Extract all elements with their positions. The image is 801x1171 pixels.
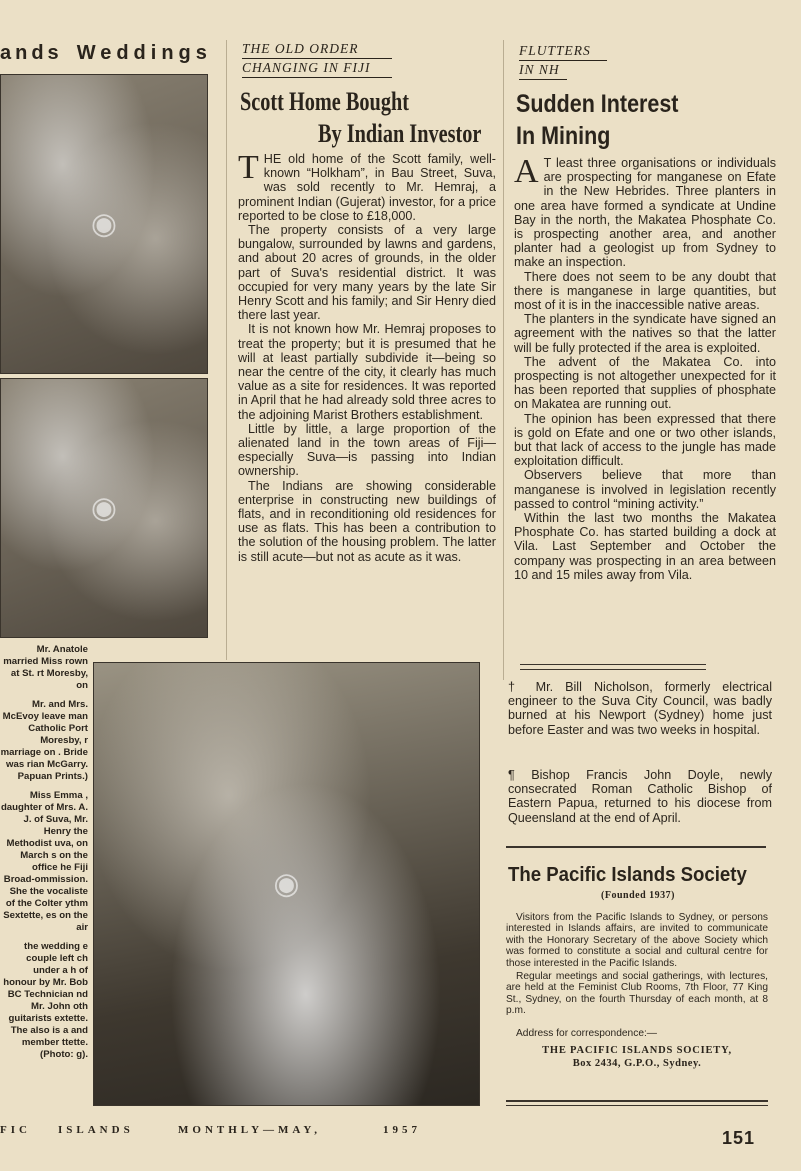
section-heading-part-b: Weddings — [76, 42, 212, 64]
society-paragraph: Regular meetings and social gatherings, with lectures, are held at the Feminist Club Rooms, 7th Floor, 77 King St., Sydney, on the fourth Thursday of each month, at 8 p.m. — [506, 971, 768, 1017]
article-paragraph: The property consists of a very large bungalow, surrounded by lawns and gardens, and about 20 acres of grounds, in the older part of Suva's residential district. It was occupied for very many years by the late Sir Henry Scott and his family; and Sir Henry died there last year. — [238, 223, 496, 323]
article-paragraph: Observers believe that more than manganese is involved in legislation recently passed to control “mining activity.” — [514, 468, 776, 511]
divider — [506, 1105, 768, 1106]
society-body — [506, 912, 768, 1019]
caption-paragraph: Mr. Anatole married Miss rown at St. rt Moresby, on — [3, 644, 88, 691]
kicker-line: CHANGING IN FIJI — [242, 58, 392, 78]
section-heading-part-a: ands — [0, 42, 63, 64]
page-footer — [0, 1124, 470, 1136]
article-kicker — [242, 40, 502, 78]
article-paragraph: It is not known how Mr. Hemraj proposes to treat the property; but it is presumed that he will at least partially subdivide it—being so near the centre of the city, it clearly has much value as a site for residences. It was reported in April that he had already sold three acres to the adjoining Marist Brothers establishment. — [238, 322, 496, 422]
page-number: 151 — [722, 1128, 756, 1148]
divider — [520, 664, 706, 665]
headline-line: By Indian Investor — [318, 119, 482, 148]
article-kicker — [519, 42, 639, 80]
article-paragraph: There does not seem to be any doubt that there is manganese in large quantities, but most of it is in the inaccessible native areas. — [514, 269, 776, 313]
headline-line: In Mining — [516, 122, 611, 150]
article-paragraph — [514, 156, 776, 270]
paragraph-text: T least three organisations or individuals are prospecting for manganese on Efate in the New Hebrides. Three planters in one area have formed a syndicate at Undine Bay in the north, the Makatea Phosphate Co. is prospecting another area, and another planter had a geologist up from Sydney to make an inspection. — [514, 156, 776, 270]
article-paragraph: The Indians are showing considerable enterprise in constructing new buildings of flats, and in reconditioning old residences for use as flats. This has been a contribution to the solution of the housing problem. The latter is still acute—but not as acute as it was. — [238, 478, 496, 564]
footer-year: 1957 — [383, 1124, 421, 1136]
section-heading — [0, 42, 222, 72]
caption-paragraph: the wedding e couple left ch under a h of honour by Mr. Bob BC Technician nd Mr. John oth guitarists extette. The also is a and member ttette. (Photo: g). — [3, 941, 88, 1060]
divider — [520, 669, 706, 670]
society-paragraph: Visitors from the Pacific Islands to Sydney, or persons interested in Islands affairs, are invited to communicate with the Honorary Secretary of the above Society which was formed to constitute a social and cultural centre for those interested in the Pacific Islands. — [506, 912, 768, 969]
kicker-line: IN NH — [519, 61, 567, 80]
article-paragraph: The opinion has been expressed that there is gold on Efate and one or two other islands, but that lack of access to the jungle has made exploitation difficult. — [514, 411, 776, 469]
column-divider — [503, 40, 504, 680]
photo-icon: ◉ — [90, 490, 118, 526]
wedding-photo-middle — [0, 378, 208, 638]
kicker-line: FLUTTERS — [519, 42, 607, 61]
headline-line: Scott Home Bought — [240, 87, 410, 116]
caption-paragraph: Miss Emma , daughter of Mrs. A. J. of Suva, Mr. Henry the Methodist uva, on March s on the office he Fiji Broad-ommission. She the vocaliste of the Colter ythm Sextette, es on the air — [0, 790, 88, 933]
photo-caption — [0, 644, 88, 1068]
article-paragraph: The planters in the syndicate have signed an agreement with the natives so that the latter will be fully protected if the area is exploited. — [514, 312, 776, 355]
footer-part: FIC — [0, 1124, 31, 1136]
society-title: The Pacific Islands Society — [508, 864, 747, 886]
paragraph-text: HE old home of the Scott family, well-known “Holkham”, in Bau Street, Suva, was sold recently to Mr. Hemraj, a prominent Indian (Gujerat) investor, for a price reported to be close to £18,000. — [238, 152, 496, 223]
article-body — [514, 156, 776, 654]
news-note: † Mr. Bill Nicholson, formerly electrical engineer to the Suva City Council, was badly burned at his Newport (Sydney) home just before Easter and was two weeks in hospital. — [508, 680, 772, 737]
headline-line: Sudden Interest — [516, 90, 679, 118]
kicker-line: THE OLD ORDER — [242, 41, 359, 56]
wedding-photo-main — [93, 662, 480, 1106]
society-address-label: Address for correspondence:— — [516, 1028, 657, 1039]
footer-part: ISLANDS — [58, 1124, 134, 1136]
article-headline — [240, 86, 497, 150]
photo-icon: ◉ — [90, 206, 118, 242]
article-paragraph: Little by little, a large proportion of the alienated land in the town areas of Fiji—especially Suva—is passing into Indian ownership. — [238, 421, 496, 479]
society-name: THE PACIFIC ISLANDS SOCIETY, — [542, 1045, 732, 1056]
article-paragraph — [238, 152, 496, 223]
caption-paragraph: Mr. and Mrs. McEvoy leave man Catholic Port Moresby, r marriage on . Bride was rian McGarry. Papuan Prints.) — [0, 699, 88, 782]
wedding-photo-top — [0, 74, 208, 374]
divider — [506, 846, 766, 848]
society-founded: (Founded 1937) — [601, 890, 675, 901]
drop-cap: T — [238, 152, 259, 186]
footer-part: MONTHLY—MAY, — [178, 1124, 322, 1136]
drop-cap: A — [514, 156, 539, 190]
column-divider — [226, 40, 227, 660]
divider — [506, 1100, 768, 1102]
article-body — [238, 152, 496, 658]
society-box-address: Box 2434, G.P.O., Sydney. — [572, 1058, 702, 1069]
article-paragraph: The advent of the Makatea Co. into prospecting is not altogether unexpected for it has been reported that supplies of phosphate on Makatea are running out. — [514, 354, 776, 412]
article-paragraph: Within the last two months the Makatea Phosphate Co. has started building a dock at Vila. Last September and October the company was prospecting in an area between 10 and 15 miles away from Vila. — [514, 511, 776, 582]
article-headline — [516, 88, 801, 152]
news-note: ¶ Bishop Francis John Doyle, newly consecrated Roman Catholic Bishop of Eastern Papua, returned to his diocese from Queensland at the end of April. — [508, 768, 772, 825]
photo-icon: ◉ — [273, 866, 300, 902]
